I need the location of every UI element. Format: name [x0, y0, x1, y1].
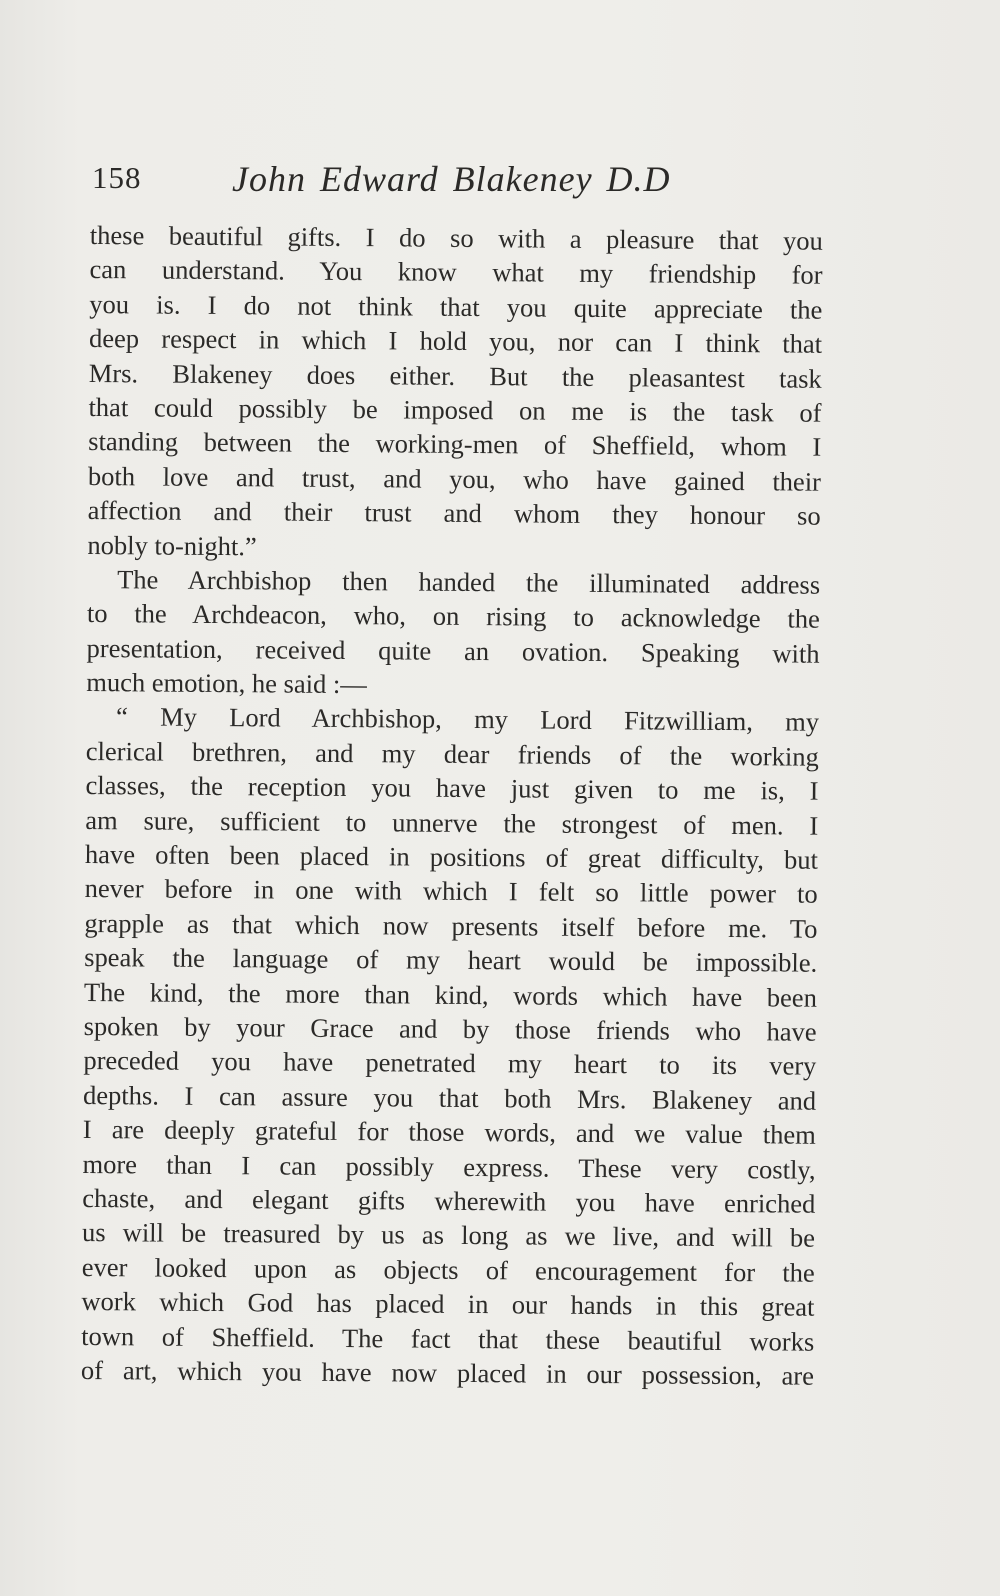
text-line: more than I can possibly express. These very costly, — [82, 1148, 816, 1185]
text-line: speak the language of my heart would be impossible. — [84, 942, 818, 978]
text-line: preceded you have penetrated my heart to its very — [83, 1045, 817, 1082]
text-line: grapple as that which now presents itself before me. To — [84, 907, 818, 944]
text-line: that could possibly be imposed on me is the task of — [88, 391, 822, 428]
text-line: The kind, the more than kind, words which have been — [83, 976, 818, 1013]
running-head — [92, 158, 822, 208]
text-line: nobly to-night.” — [87, 529, 257, 561]
text-line: you is. I do not think that you quite appreciate the — [89, 288, 823, 325]
text-line: have often been placed in positions of great difficulty, but — [84, 839, 819, 875]
text-line: Mrs. Blakeney does either. But the pleasantest task — [88, 357, 822, 394]
text-line: chaste, and elegant gifts wherewith you have enriched — [82, 1182, 816, 1219]
text-line: standing between the working-men of Sheffield, whom I — [88, 426, 822, 463]
text-line: ever looked upon as objects of encouragement for the — [81, 1251, 815, 1288]
text-line: The Archbishop then handed the illuminated address — [117, 564, 821, 600]
running-title: John Edward Blakeney D.D — [232, 159, 671, 199]
text-line: us will be treasured by us as long as we live, and will be — [81, 1217, 816, 1254]
text-line: both love and trust, and you, who have gained their — [87, 460, 822, 497]
text-line: of art, which you have now placed in our possession, are — [80, 1354, 815, 1391]
text-line: town of Sheffield. The fact that these beautiful works — [81, 1320, 815, 1357]
text-line: affection and their trust and whom they honour so — [87, 495, 821, 531]
text-line: much emotion, he said :— — [86, 667, 367, 700]
text-line: these beautiful gifts. I do so with a pleasure that you — [89, 219, 823, 256]
text-line: deep respect in which I hold you, nor can I think that — [88, 323, 823, 359]
text-line: presentation, received quite an ovation. Speaking with — [86, 632, 820, 669]
text-line: work which God has placed in our hands in this great — [81, 1286, 815, 1322]
text-line: am sure, sufficient to unnerve the strongest of men. I — [85, 804, 819, 841]
text-line: spoken by your Grace and by those friends who have — [83, 1010, 817, 1047]
text-line: “ My Lord Archbishop, my Lord Fitzwilliam, my — [115, 701, 820, 738]
text-line: clerical brethren, and my dear friends of the working — [85, 735, 819, 772]
text-line: never before in one with which I felt so little power to — [84, 873, 818, 910]
page-number: 158 — [92, 160, 142, 195]
text-line: I are deeply grateful for those words, and we value them — [82, 1114, 816, 1150]
body-text — [81, 218, 823, 1393]
text-line: can understand. You know what my friendship for — [89, 254, 823, 291]
text-line: classes, the reception you have just given to me is, I — [85, 770, 819, 806]
text-line: to the Archdeacon, who, on rising to acknowledge the — [86, 598, 820, 635]
text-line: depths. I can assure you that both Mrs. Blakeney and — [82, 1079, 817, 1116]
